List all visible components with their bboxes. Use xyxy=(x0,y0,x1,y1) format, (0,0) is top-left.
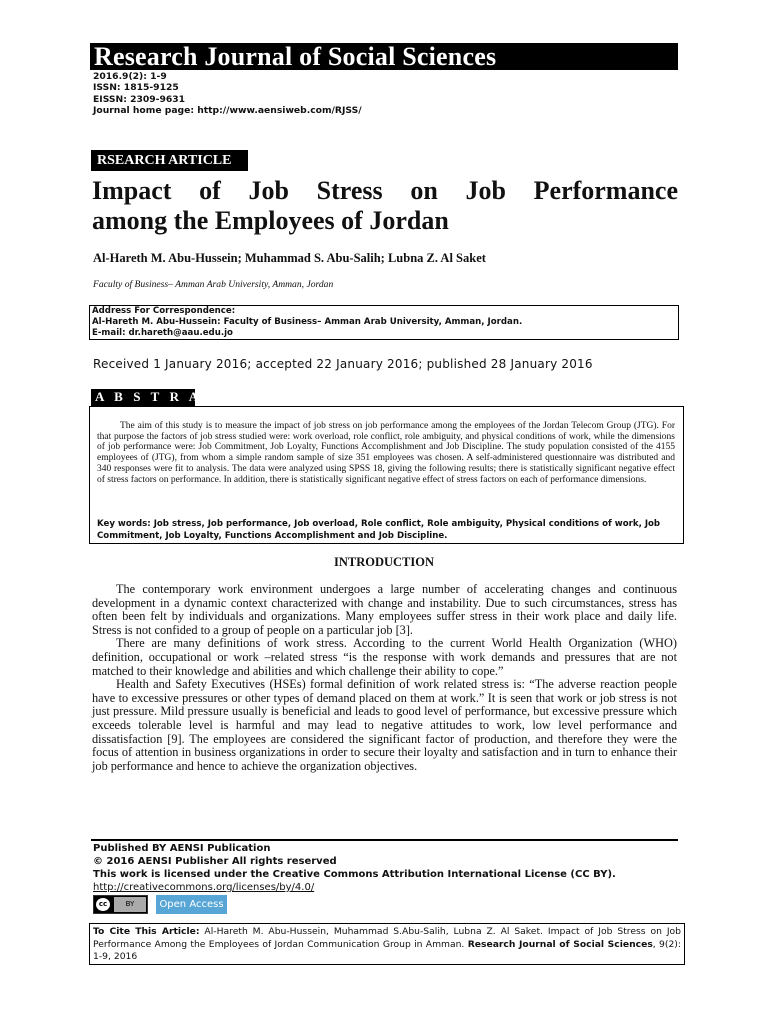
article-title xyxy=(92,176,678,236)
citation-body: Al-Hareth M. Abu-Hussein, Muhammad S.Abu-Salih, Lubna Z. Al Saket. Impact of Job Stress on Job Performance Among the Employees of Jordan Communication Group in Amman. xyxy=(93,926,682,950)
article-title-line-1: Impact of Job Stress on Job Performance xyxy=(92,176,678,205)
journal-eissn: EISSN: 2309-9631 xyxy=(93,94,186,105)
paragraph: There are many definitions of work stress. According to the current World Health Organization (WHO) definition, occupational or work –related stress “is the response with work demands and pressures that are not matched to their knowledge and abilities and which challenge their ability to cope.” xyxy=(92,636,677,678)
abstract-text: The aim of this study is to measure the impact of job stress on job performance among the employees of the Jordan Telecom Group (JTG). For that purpose the factors of job stress studied were: work overload, role conflict, role ambiguity, and physical conditions of work, while the dimensions of job performance were: Job Commitment, Job Loyalty, Functions Accomplishment and Job Discipline. The study population consisted of the 4155 employees of (JTG), from whom a simple random sample of size 351 employees was chosen. A self-administered questionnaire was distributed and 340 responses were fit to analysis. The data were analyzed using SPSS 18, giving the following results; there is statistically significant negative effect of stress factors on performance. In addition, there is statistically significant negative effect of stress factors on each of performance dimensions. xyxy=(97,421,675,485)
citation-text xyxy=(93,926,681,964)
article-dates: Received 1 January 2016; accepted 22 January 2016; published 28 January 2016 xyxy=(93,357,593,371)
published-by: Published BY AENSI Publication xyxy=(93,843,271,854)
copyright-notice: © 2016 AENSI Publisher All rights reserved xyxy=(93,856,337,867)
citation-journal: Research Journal of Social Sciences xyxy=(467,938,653,950)
correspondence-email[interactable]: E-mail: dr.hareth@aau.edu.jo xyxy=(92,328,233,338)
license-notice: This work is licensed under the Creative Commons Attribution International License (CC BY). xyxy=(93,869,616,880)
citation-label: To Cite This Article: xyxy=(93,926,200,937)
paragraph: Health and Safety Executives (HSEs) formal definition of work related stress is: “The adverse reaction people have to excessive pressures or other types of demand placed on them at work.” It is seen that work or job stress is not just pressure. Mild pressure usually is beneficial and leads to good level of performance, but excessive pressure which exceeds tolerable level is harmful and may lead to negative attitudes to work, low level performance and dissatisfaction [9]. The employees are considered the significant factor of production, and therefore they were the focus of attention in business organizations in order to secure their loyalty and satisfaction and in turn to enhance their job performance and hence to achieve the organization objectives. xyxy=(92,677,677,773)
section-heading-introduction: INTRODUCTION xyxy=(333,555,434,569)
journal-issn: ISSN: 1815-9125 xyxy=(93,82,179,93)
citation-issue: , 9(2): 1-9, 2016 xyxy=(93,938,681,962)
license-link[interactable]: http://creativecommons.org/licenses/by/4.0/ xyxy=(93,882,315,893)
by-icon: BY xyxy=(114,897,146,912)
journal-homepage-link[interactable]: Journal home page: http://www.aensiweb.com/RJSS/ xyxy=(93,105,362,116)
article-title-line-2: among the Employees of Jordan xyxy=(92,206,449,235)
article-authors: Al-Hareth M. Abu-Hussein; Muhammad S. Abu-Salih; Lubna Z. Al Saket xyxy=(93,251,486,265)
introduction-body xyxy=(92,583,677,773)
abstract-heading: A B S T R A C T xyxy=(95,389,240,404)
journal-citation: 2016.9(2): 1-9 xyxy=(93,71,167,82)
cc-icon: cc xyxy=(96,898,110,911)
article-affiliation: Faculty of Business– Amman Arab University, Amman, Jordan xyxy=(93,279,334,290)
paragraph: The contemporary work environment undergoes a large number of accelerating changes and continuous development in a dynamic context characterized with change and instability. Due to such circumstances, stress has often been felt by individuals and organizations. Many employees suffer stress in their work place and daily life. Stress is not confided to a group of people on a particular job [3]. xyxy=(92,582,677,637)
footer-divider xyxy=(91,839,678,841)
cc-by-badge[interactable] xyxy=(93,895,148,914)
article-type-label: RSEARCH ARTICLE xyxy=(97,153,232,168)
correspondence-address: Al-Hareth M. Abu-Hussein: Faculty of Business– Amman Arab University, Amman, Jordan. xyxy=(92,317,523,327)
correspondence-label: Address For Correspondence: xyxy=(92,306,236,316)
abstract-keywords: Key words: Job stress, Job performance, Job overload, Role conflict, Role ambiguity, Physical conditions of work, Job Commitment, Job Loyalty, Functions Accomplishment and Job Discipline. xyxy=(97,519,661,541)
journal-title: Research Journal of Social Sciences xyxy=(94,42,497,71)
open-access-badge[interactable]: Open Access xyxy=(156,895,227,914)
